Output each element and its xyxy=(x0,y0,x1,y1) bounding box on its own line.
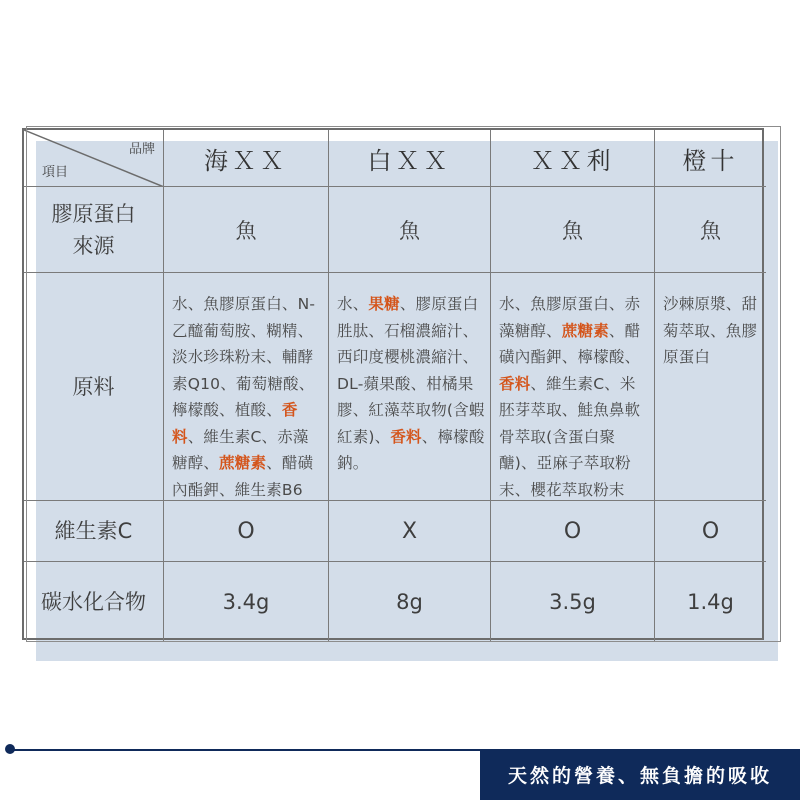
ingredients-text xyxy=(663,291,762,371)
ingredients-text xyxy=(172,291,324,503)
ingredient-text: 、醋磺內酯鉀、檸檬酸、 xyxy=(499,321,641,366)
ingredients-cell-4 xyxy=(655,273,766,501)
source-cell-4: 魚 xyxy=(655,187,766,273)
source-cell-2: 魚 xyxy=(329,187,491,273)
row-label-carbs: 碳水化合物 xyxy=(24,562,164,642)
ingredient-text: 、膠原蛋白胜肽、石榴濃縮汁、西印度櫻桃濃縮汁、DL-蘋果酸、柑橘果膠、紅藻萃取物(含蝦紅素)、 xyxy=(337,295,485,446)
ingredient-text: 、醋磺內酯鉀、維生素B6 xyxy=(172,454,314,499)
source-cell-3: 魚 xyxy=(491,187,655,273)
highlighted-ingredient: 蔗糖素 xyxy=(219,454,267,472)
ingredients-cell-2 xyxy=(329,273,491,501)
highlighted-ingredient: 蔗糖素 xyxy=(561,321,609,340)
ingredients-cell-1 xyxy=(164,273,329,501)
ingredients-text xyxy=(337,291,486,477)
vitamin-c-cell-4: O xyxy=(655,501,766,562)
vitamin-c-cell-2: X xyxy=(329,501,491,562)
brand-header-4: 橙十 xyxy=(655,130,766,187)
ingredients-cell-3 xyxy=(491,273,655,501)
carbs-cell-3: 3.5g xyxy=(491,562,655,642)
ingredient-text: 沙棘原漿、甜菊萃取、魚膠原蛋白 xyxy=(663,295,758,366)
vitamin-c-cell-1: O xyxy=(164,501,329,562)
vitamin-c-cell-3: O xyxy=(491,501,655,562)
footer-slogan: 天然的營養、無負擔的吸收 xyxy=(507,765,772,787)
ingredient-text: 水、 xyxy=(337,295,369,313)
row-label-ingredients: 原料 xyxy=(24,273,164,501)
brand-axis-label: 品牌 xyxy=(128,142,155,157)
footer-line xyxy=(10,749,480,751)
ingredient-text: 、維生素C、赤藻糖醇、 xyxy=(172,427,309,472)
footer-slogan-bar xyxy=(480,749,800,800)
item-axis-label: 項目 xyxy=(42,165,69,180)
ingredient-text: 水、魚膠原蛋白、N-乙醯葡萄胺、糊精、淡水珍珠粉末、輔酵素Q10、葡萄糖酸、檸檬酸、植酸、 xyxy=(172,295,316,419)
source-cell-1: 魚 xyxy=(164,187,329,273)
highlighted-ingredient: 香料 xyxy=(172,401,298,446)
carbs-cell-4: 1.4g xyxy=(687,590,734,614)
highlighted-ingredient: 香料 xyxy=(499,374,531,393)
comparison-table xyxy=(22,128,764,640)
ingredient-text: 、檸檬酸鈉。 xyxy=(337,427,485,472)
brand-header-1: 海ＸＸ xyxy=(164,130,329,187)
carbs-cell-2: 8g xyxy=(329,562,491,642)
carbs-cell-1: 3.4g xyxy=(164,562,329,642)
brand-header-2: 白ＸＸ xyxy=(329,130,491,187)
ingredients-text xyxy=(499,291,650,503)
highlighted-ingredient: 果糖 xyxy=(368,295,400,313)
highlighted-ingredient: 香料 xyxy=(390,427,422,446)
brand-header-3: ＸＸ利 xyxy=(491,130,655,187)
row-label-vitamin-c: 維生素C xyxy=(24,501,164,562)
corner-header-cell xyxy=(24,130,164,187)
ingredient-text: 水、魚膠原蛋白、赤藻糖醇、 xyxy=(499,295,641,340)
row-label-source: 膠原蛋白 來源 xyxy=(24,187,164,273)
ingredient-text: 、維生素C、米胚芽萃取、鮭魚鼻軟骨萃取(含蛋白聚醣)、亞麻子萃取粉末、櫻花萃取粉末 xyxy=(499,374,641,499)
